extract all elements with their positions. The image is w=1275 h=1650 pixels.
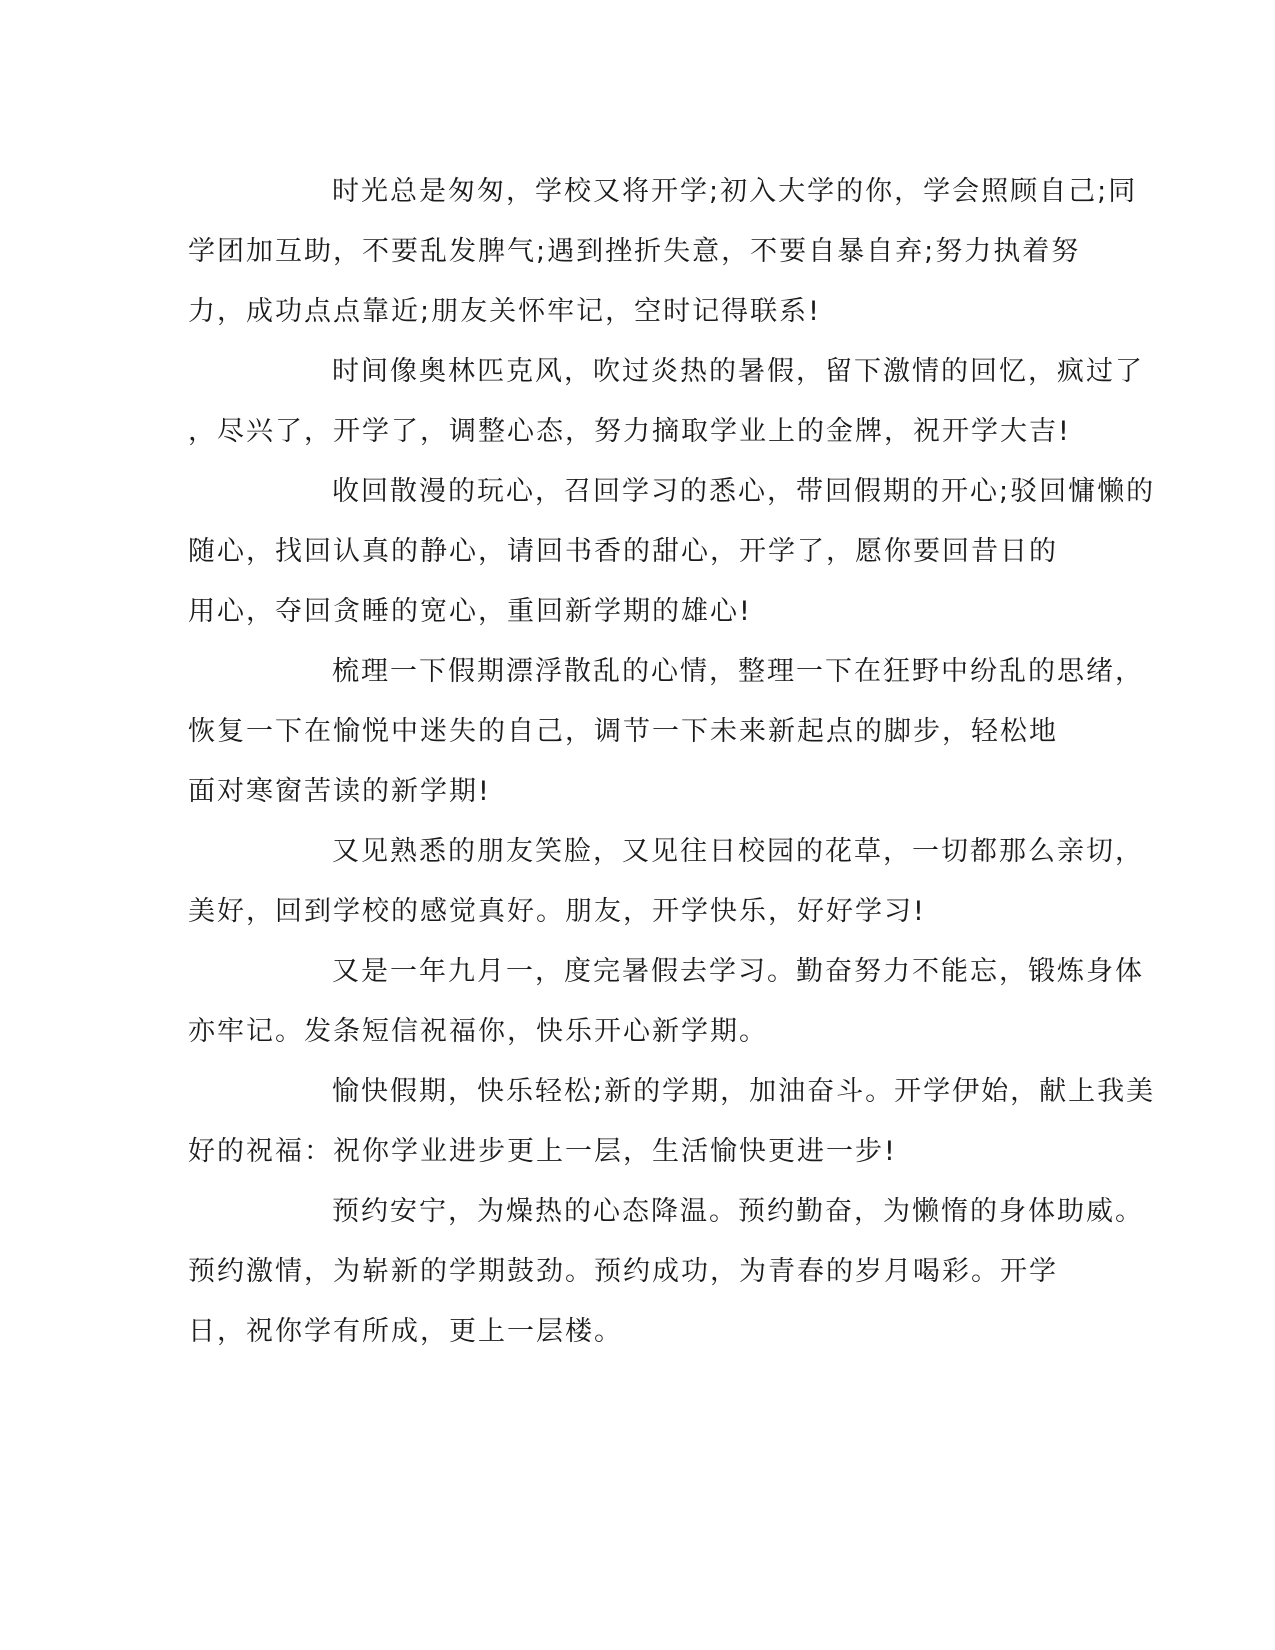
text-line: 又是一年九月一，度完暑假去学习。勤奋努力不能忘，锻炼身体 bbox=[332, 956, 1144, 987]
text-line: 亦牢记。发条短信祝福你，快乐开心新学期。 bbox=[188, 1016, 768, 1047]
text-line: 美好，回到学校的感觉真好。朋友，开学快乐，好好学习! bbox=[188, 896, 926, 927]
text-line: 时间像奥林匹克风，吹过炎热的暑假，留下激情的回忆，疯过了 bbox=[332, 356, 1144, 387]
paragraph bbox=[188, 462, 1156, 642]
text-line: 愉快假期，快乐轻松;新的学期，加油奋斗。开学伊始，献上我美 bbox=[332, 1076, 1156, 1107]
text-line: 梳理一下假期漂浮散乱的心情，整理一下在狂野中纷乱的思绪， bbox=[332, 656, 1144, 687]
text-line: ，尽兴了，开学了，调整心态，努力摘取学业上的金牌，祝开学大吉! bbox=[188, 416, 1071, 447]
paragraph bbox=[188, 942, 1144, 1062]
text-line: 面对寒窗苦读的新学期! bbox=[188, 776, 491, 807]
paragraph bbox=[188, 1182, 1144, 1362]
paragraph bbox=[188, 162, 1138, 342]
text-line: 力，成功点点靠近;朋友关怀牢记，空时记得联系! bbox=[188, 296, 821, 327]
text-line: 好的祝福：祝你学业进步更上一层，生活愉快更进一步! bbox=[188, 1136, 897, 1167]
text-line: 预约激情，为崭新的学期鼓劲。预约成功，为青春的岁月喝彩。开学 bbox=[188, 1256, 1058, 1287]
text-line: 用心，夺回贪睡的宽心，重回新学期的雄心! bbox=[188, 596, 752, 627]
text-line: 时光总是匆匆，学校又将开学;初入大学的你，学会照顾自己;同 bbox=[332, 176, 1138, 207]
text-line: 恢复一下在愉悦中迷失的自己，调节一下未来新起点的脚步，轻松地 bbox=[188, 716, 1058, 747]
document-body bbox=[188, 162, 1156, 1362]
text-line: 学团加互助，不要乱发脾气;遇到挫折失意，不要自暴自弃;努力执着努 bbox=[188, 236, 1081, 267]
text-line: 收回散漫的玩心，召回学习的悉心，带回假期的开心;驳回慵懒的 bbox=[332, 476, 1156, 507]
paragraph bbox=[188, 822, 1144, 942]
paragraph bbox=[188, 1062, 1156, 1182]
text-line: 日，祝你学有所成，更上一层楼。 bbox=[188, 1316, 623, 1347]
text-line: 预约安宁，为燥热的心态降温。预约勤奋，为懒惰的身体助威。 bbox=[332, 1196, 1144, 1227]
paragraph bbox=[188, 342, 1144, 462]
text-line: 随心，找回认真的静心，请回书香的甜心，开学了，愿你要回昔日的 bbox=[188, 536, 1058, 567]
text-line: 又见熟悉的朋友笑脸，又见往日校园的花草，一切都那么亲切， bbox=[332, 836, 1144, 867]
paragraph bbox=[188, 642, 1144, 822]
